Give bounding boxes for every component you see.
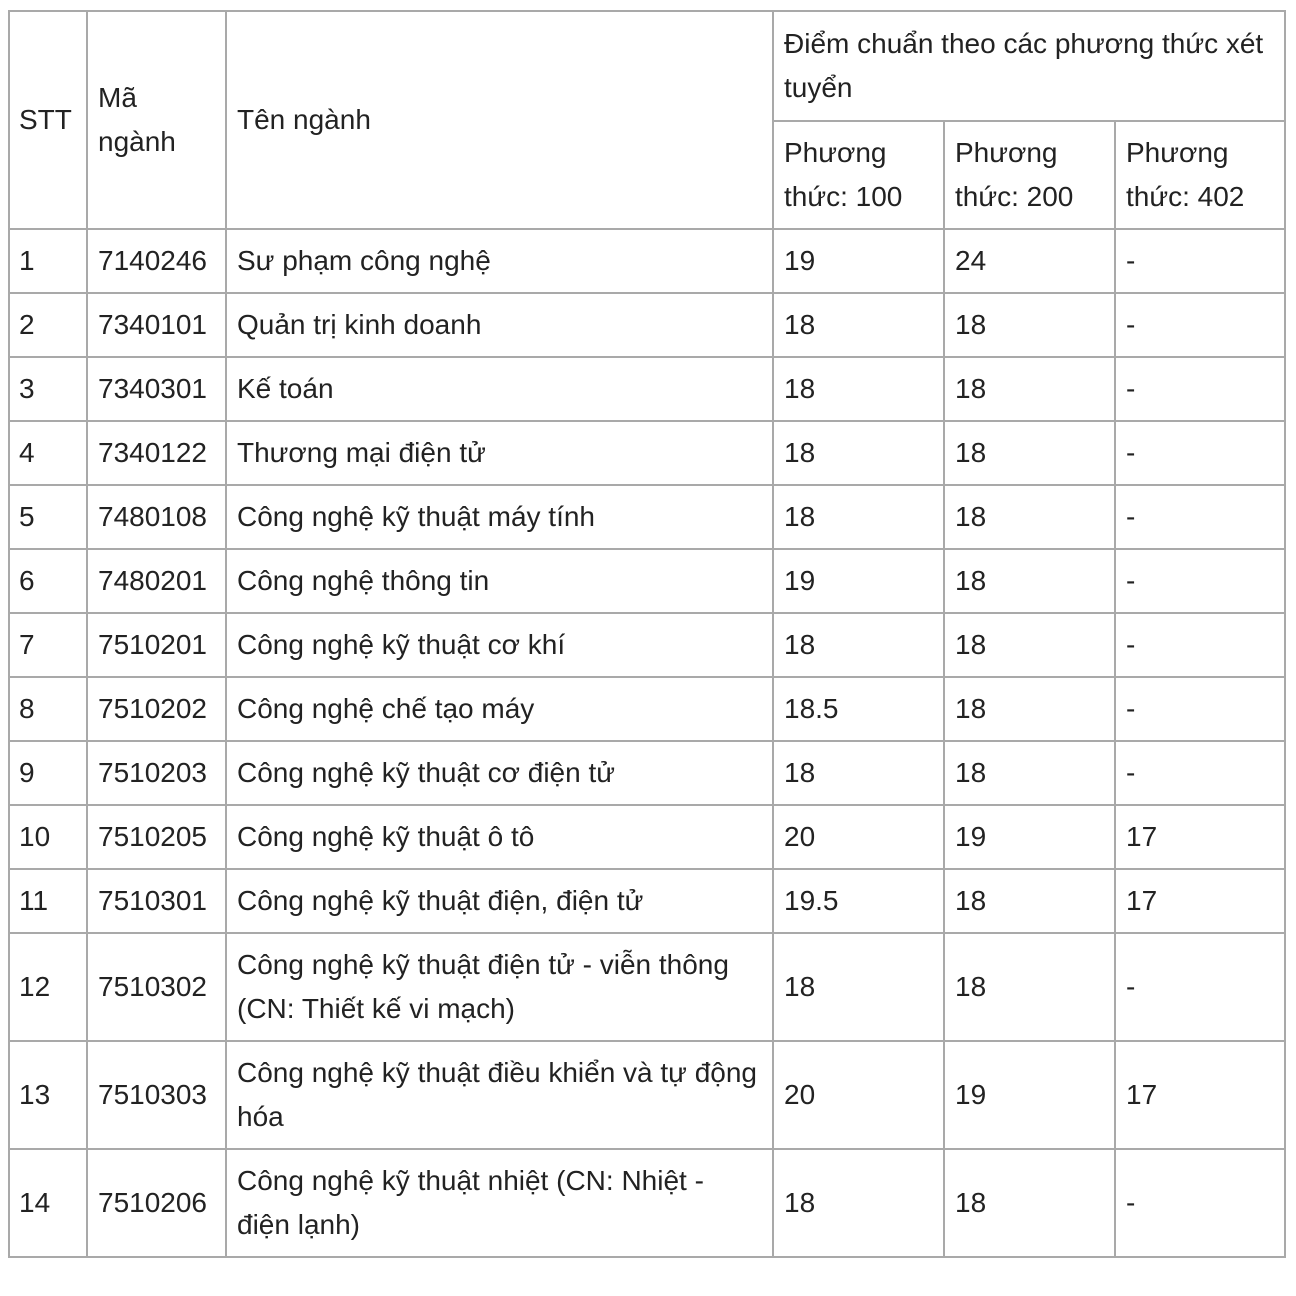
table-body [9,229,1285,1257]
cell-method-100: 18 [773,1149,944,1257]
table-row [9,1041,1285,1149]
cell-stt: 12 [9,933,87,1041]
cell-method-100: 19 [773,229,944,293]
cell-method-200: 19 [944,1041,1115,1149]
cell-ten-nganh: Công nghệ kỹ thuật nhiệt (CN: Nhiệt - điện lạnh) [226,1149,773,1257]
cell-ten-nganh: Thương mại điện tử [226,421,773,485]
cell-stt: 13 [9,1041,87,1149]
cell-ma-nganh: 7340122 [87,421,226,485]
cell-stt: 2 [9,293,87,357]
admission-scores-table [8,10,1286,1258]
cell-ten-nganh: Công nghệ kỹ thuật điện tử - viễn thông (CN: Thiết kế vi mạch) [226,933,773,1041]
cell-method-402: 17 [1115,805,1285,869]
cell-method-100: 18 [773,933,944,1041]
cell-method-100: 18 [773,421,944,485]
header-score-group: Điểm chuẩn theo các phương thức xét tuyển [773,11,1285,121]
cell-method-200: 18 [944,357,1115,421]
cell-stt: 7 [9,613,87,677]
cell-method-100: 20 [773,1041,944,1149]
cell-method-200: 18 [944,1149,1115,1257]
cell-method-100: 18 [773,613,944,677]
cell-stt: 1 [9,229,87,293]
cell-method-402: - [1115,357,1285,421]
table-row [9,357,1285,421]
header-method-200: Phương thức: 200 [944,121,1115,229]
cell-method-100: 18 [773,357,944,421]
cell-stt: 8 [9,677,87,741]
cell-method-402: - [1115,613,1285,677]
header-ma-nganh: Mã ngành [87,11,226,229]
cell-ten-nganh: Công nghệ chế tạo máy [226,677,773,741]
cell-ma-nganh: 7510206 [87,1149,226,1257]
cell-method-200: 24 [944,229,1115,293]
table-row [9,677,1285,741]
cell-stt: 14 [9,1149,87,1257]
cell-method-402: - [1115,293,1285,357]
cell-ten-nganh: Công nghệ kỹ thuật ô tô [226,805,773,869]
cell-ten-nganh: Công nghệ thông tin [226,549,773,613]
cell-stt: 11 [9,869,87,933]
cell-stt: 3 [9,357,87,421]
cell-method-402: - [1115,549,1285,613]
cell-ten-nganh: Công nghệ kỹ thuật máy tính [226,485,773,549]
cell-method-200: 18 [944,677,1115,741]
header-stt: STT [9,11,87,229]
cell-method-200: 18 [944,293,1115,357]
cell-method-200: 18 [944,741,1115,805]
table-row [9,613,1285,677]
cell-method-100: 19 [773,549,944,613]
cell-ma-nganh: 7510201 [87,613,226,677]
table-row [9,869,1285,933]
cell-method-200: 19 [944,805,1115,869]
cell-ma-nganh: 7480201 [87,549,226,613]
cell-method-200: 18 [944,549,1115,613]
cell-ten-nganh: Kế toán [226,357,773,421]
cell-method-100: 19.5 [773,869,944,933]
cell-ma-nganh: 7480108 [87,485,226,549]
cell-ten-nganh: Công nghệ kỹ thuật cơ điện tử [226,741,773,805]
cell-ten-nganh: Công nghệ kỹ thuật điện, điện tử [226,869,773,933]
cell-method-402: - [1115,485,1285,549]
cell-method-402: - [1115,933,1285,1041]
cell-method-402: - [1115,229,1285,293]
cell-method-200: 18 [944,485,1115,549]
cell-method-402: - [1115,421,1285,485]
table-row [9,805,1285,869]
header-row [9,11,1285,121]
cell-ten-nganh: Quản trị kinh doanh [226,293,773,357]
table-row [9,741,1285,805]
cell-ma-nganh: 7510301 [87,869,226,933]
cell-stt: 6 [9,549,87,613]
cell-ma-nganh: 7510202 [87,677,226,741]
table-row [9,933,1285,1041]
cell-method-402: 17 [1115,1041,1285,1149]
cell-method-100: 18 [773,741,944,805]
cell-ma-nganh: 7340101 [87,293,226,357]
cell-ten-nganh: Công nghệ kỹ thuật điều khiển và tự động hóa [226,1041,773,1149]
cell-ma-nganh: 7510205 [87,805,226,869]
cell-method-402: - [1115,677,1285,741]
header-method-402: Phương thức: 402 [1115,121,1285,229]
cell-ma-nganh: 7510203 [87,741,226,805]
cell-ma-nganh: 7340301 [87,357,226,421]
cell-method-402: 17 [1115,869,1285,933]
cell-method-200: 18 [944,933,1115,1041]
cell-method-100: 18 [773,293,944,357]
cell-method-402: - [1115,741,1285,805]
cell-ma-nganh: 7140246 [87,229,226,293]
cell-stt: 4 [9,421,87,485]
cell-method-402: - [1115,1149,1285,1257]
table-row [9,293,1285,357]
table-row [9,229,1285,293]
cell-ma-nganh: 7510302 [87,933,226,1041]
cell-ten-nganh: Công nghệ kỹ thuật cơ khí [226,613,773,677]
header-method-100: Phương thức: 100 [773,121,944,229]
cell-method-200: 18 [944,421,1115,485]
table-row [9,549,1285,613]
cell-method-100: 18 [773,485,944,549]
cell-stt: 10 [9,805,87,869]
cell-method-200: 18 [944,613,1115,677]
cell-method-200: 18 [944,869,1115,933]
cell-method-100: 20 [773,805,944,869]
cell-method-100: 18.5 [773,677,944,741]
cell-ten-nganh: Sư phạm công nghệ [226,229,773,293]
header-ten-nganh: Tên ngành [226,11,773,229]
cell-stt: 9 [9,741,87,805]
table-row [9,485,1285,549]
cell-ma-nganh: 7510303 [87,1041,226,1149]
table-row [9,1149,1285,1257]
table-row [9,421,1285,485]
cell-stt: 5 [9,485,87,549]
